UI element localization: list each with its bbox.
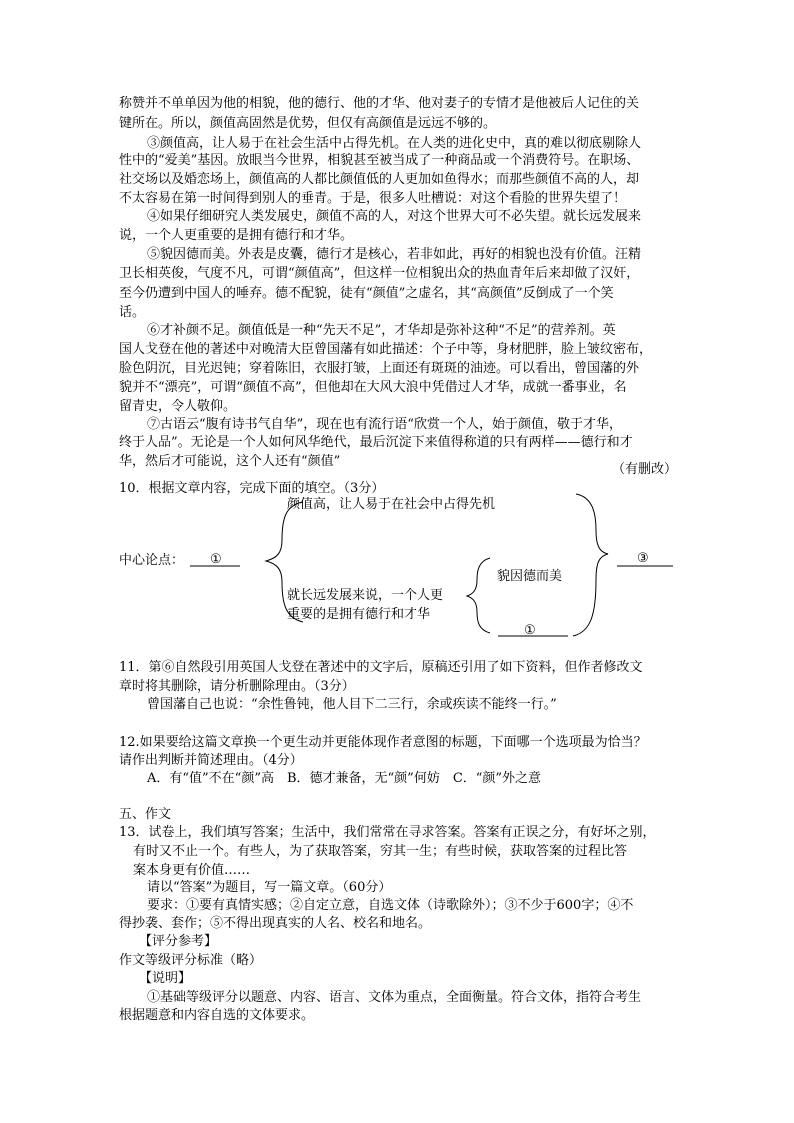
passage-line: 社交场以及婚恋场上，颜值高的人都比颜值低的人更加如鱼得水；而那些颜值不高的人，却 <box>119 172 640 187</box>
section5-heading: 五、作文 <box>119 807 172 822</box>
branch-top-text: 颜值高，让人易于在社会中占得先机 <box>287 497 496 512</box>
blank-1-marker: ① <box>210 552 222 567</box>
q10-stem: 10．根据文章内容，完成下面的填空。（3分） <box>119 481 385 496</box>
q13-line-1: 13．试卷上，我们填写答案；生活中，我们常常在寻求答案。答案有正误之分，有好坏之别， <box>119 825 656 840</box>
inner-brace <box>467 558 490 633</box>
q12-options: A．有“值”不在“颜”高 B．德才兼备，无“颜”何妨 C．“颜”外之意 <box>147 771 542 786</box>
passage-line: 性中的“爱美”基因。放眼当今世界，相貌甚至被当成了一种商品或一个消费符号。在职场、 <box>119 153 640 168</box>
blank-1b-marker: ① <box>524 623 536 638</box>
passage-line: ⑥才补颜不足。颜值低是一种“先天不足”，才华却是弥补这种“不足”的营养剂。英 <box>147 323 616 338</box>
note-line-2: 根据题意和内容自选的文体要求。 <box>119 1008 315 1023</box>
note-line-1: ①基础等级评分以题意、内容、语言、文体为重点，全面衡量。符合文体，指符合考生 <box>147 990 642 1005</box>
passage-line: ⑤貌因德而美。外表是皮囊，德行才是核心，若非如此，再好的相貌也没有价值。汪精 <box>147 247 642 262</box>
q12-stem-1: 12.如果要给这篇文章换一个更生动并更能体现作者意图的标题，下面哪一个选项最为恰当？ <box>119 735 647 750</box>
passage-line: 国人戈登在他的著述中对晚清大臣曾国藩有如此描述：个子中等，身材肥胖，脸上皱纹密布， <box>119 342 653 357</box>
passage-line: ⑦古语云“腹有诗书气自华”，现在也有流行语“欣赏一个人，始于颜值，敬于才华， <box>147 417 622 432</box>
blank-3-marker: ③ <box>637 551 649 566</box>
q13-requirements-1: 要求：①要有真情实感；②自定立意，自选文体（诗歌除外）；③不少于600字；④不 <box>147 898 634 913</box>
q11-stem-2: 章时将其删除，请分析删除理由。（3分） <box>119 679 355 694</box>
branch-bottom-text-2: 重要的是拥有德行和才华 <box>287 607 431 622</box>
q13-requirements-2: 得抄袭、套作；⑤不得出现真实的人名、校名和地名。 <box>119 916 432 931</box>
q12-stem-2: 请作出判断并简述理由。（4分） <box>119 753 303 768</box>
note-label: 【说明】 <box>139 971 192 986</box>
right-brace <box>573 494 608 636</box>
passage-line: 貌并不“漂亮”，可谓“颜值不高”，但他却在大风大浪中凭借过人才华，成就一番事业，名 <box>119 380 627 395</box>
q11-material: 曾国藩自己也说：“余性鲁钝，他人目下二三行，余或疾读不能终一行。” <box>147 697 557 712</box>
passage-line: 留青史，令人敬仰。 <box>119 399 237 414</box>
passage-line: 脸色阴沉，目光迟钝；穿着陈旧，衣服打皱，上面还有斑斑的油迹。可以看出，曾国藩的外 <box>119 361 640 376</box>
passage-line: 至今仍遭到中国人的唾弃。德不配貌，徒有“颜值”之虚名，其“高颜值”反倒成了一个笑 <box>119 286 614 301</box>
passage-line: ④如果仔细研究人类发展史，颜值不高的人，对这个世界大可不必失望。就长远发展来 <box>147 209 642 224</box>
sub-top-text: 貌因德而美 <box>497 569 563 584</box>
passage-line: ③颜值高，让人易于在社会生活中占得先机。在人类的进化史中，真的难以彻底剔除人 <box>147 136 642 151</box>
q13-line-3: 案本身更有价值…… <box>133 863 251 878</box>
q11-stem-1: 11．第⑥自然段引用英国人戈登在著述中的文字后，原稿还引用了如下资料，但作者修改文 <box>119 660 643 675</box>
scoring-reference-label: 【评分参考】 <box>139 934 218 949</box>
passage-line: 卫长相英俊，气度不凡，可谓“颜值高”，但这样一位相貌出众的热血青年后来却做了汉奸， <box>119 266 640 281</box>
passage-line: 不太容易在第一时间得到别人的垂青。于是，很多人吐槽说：对这个看脸的世界失望了！ <box>119 191 627 206</box>
q13-line-2: 有时又不止一个。有些人，为了获取答案，穷其一生；有些时候，获取答案的过程比答 <box>133 844 628 859</box>
passage-line: 华，然后才可能说，这个人还有“颜值” <box>119 454 341 469</box>
q13-prompt: 请以“答案”为题目，写一篇文章。（60分） <box>147 880 392 895</box>
source-note: （有删改） <box>612 462 678 477</box>
passage-line: 称赞并不单单因为他的相貌，他的德行、他的才华、他对妻子的专情才是他被后人记住的关 <box>119 96 640 111</box>
branch-bottom-text-1: 就长远发展来说，一个人更 <box>287 588 444 603</box>
passage-line: 键所在。所以，颜值高固然是优势，但仅有高颜值是远远不够的。 <box>119 116 497 131</box>
passage-line: 终于人品”。无论是一个人如何风华绝代，最后沉淀下来值得称道的只有两样——德行和才 <box>119 435 633 450</box>
passage-line: 话。 <box>119 305 146 320</box>
central-point-label: 中心论点： <box>119 553 185 568</box>
passage-line: 说，一个人更重要的是拥有德行和才华。 <box>119 228 354 243</box>
scoring-standard: 作文等级评分标准（略） <box>119 953 263 968</box>
